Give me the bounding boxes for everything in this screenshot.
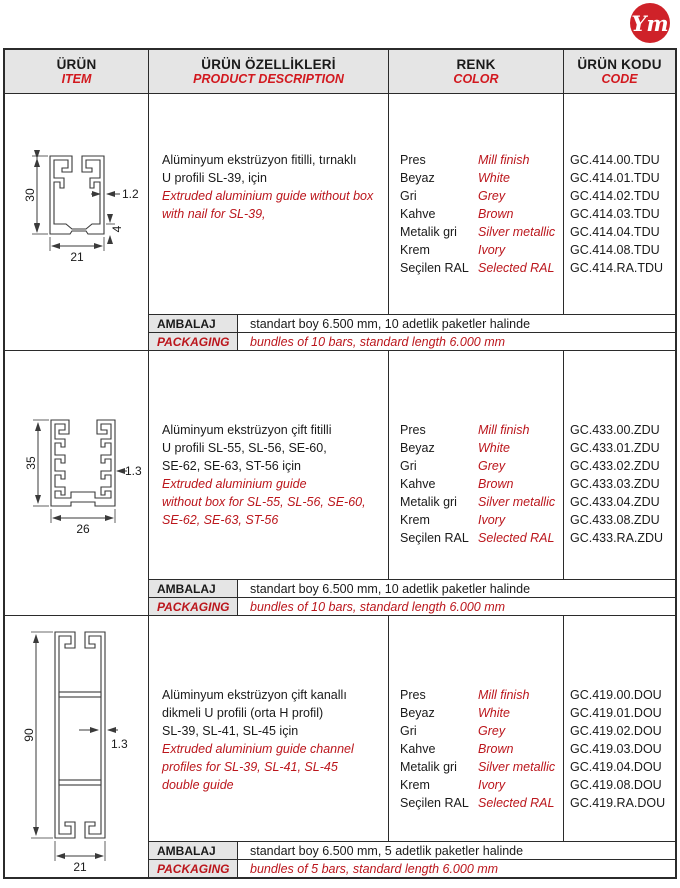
packaging-row-tr: [149, 579, 675, 597]
profile-divider-upper: [59, 692, 101, 697]
description-line-en: profiles for SL-39, SL-41, SL-45: [162, 760, 338, 774]
color-options-cell: [389, 351, 564, 579]
description-line-en: Extruded aluminium guide channel: [162, 742, 354, 756]
color-name-tr: Beyaz: [400, 706, 435, 720]
color-name-en: White: [478, 706, 510, 720]
color-name-en: Silver metallic: [478, 225, 556, 239]
product-description-cell: [149, 351, 389, 579]
color-name-tr: Pres: [400, 153, 426, 167]
product-code: GC.419.01.DOU: [570, 706, 662, 720]
color-name-tr: Kahve: [400, 742, 436, 756]
product-code: GC.433.03.ZDU: [570, 477, 660, 491]
product-codes-cell: [564, 616, 675, 841]
color-name-tr: Gri: [400, 724, 417, 738]
header-item-tr: ÜRÜN: [56, 57, 97, 72]
color-options-cell: [389, 616, 564, 841]
description-line-en: with nail for SL-39,: [162, 207, 266, 221]
profile-outline: [50, 156, 104, 234]
packaging-row-en: [149, 332, 675, 350]
profile-drawing-cell: [5, 351, 149, 615]
color-name-en: Mill finish: [478, 423, 530, 437]
color-name-en: Ivory: [478, 513, 506, 527]
description-line-en: Extruded aluminium guide without box: [162, 189, 374, 203]
header-code-tr: ÜRÜN KODU: [577, 57, 662, 72]
product-code: GC.414.04.TDU: [570, 225, 660, 239]
color-name-tr: Seçilen RAL: [400, 531, 469, 545]
packaging-label-en: PACKAGING: [149, 860, 238, 877]
product-code: GC.414.02.TDU: [570, 189, 660, 203]
color-row: [400, 529, 563, 547]
profile-drawing-u30: [5, 94, 149, 349]
color-name-tr: Metalik gri: [400, 760, 457, 774]
color-row: [400, 493, 563, 511]
color-name-en: Brown: [478, 207, 514, 221]
packaging-text-en: bundles of 5 bars, standard length 6.000 mm: [250, 861, 499, 876]
dimension-label-height: 30: [23, 188, 37, 202]
color-name-en: Grey: [478, 189, 506, 203]
packaging-label-en: PACKAGING: [149, 598, 238, 615]
color-row: [400, 475, 563, 493]
color-options-cell: [389, 94, 564, 314]
product-code: GC.433.08.ZDU: [570, 513, 660, 527]
header-code: [564, 50, 675, 93]
color-name-tr: Krem: [400, 778, 430, 792]
product-code: GC.419.RA.DOU: [570, 796, 666, 810]
header-color-tr: RENK: [456, 57, 496, 72]
description-line: SE-62, SE-63, ST-56 için: [162, 459, 301, 473]
color-name-tr: Seçilen RAL: [400, 796, 469, 810]
dimension-label-thickness: 1.2: [122, 187, 139, 201]
product-description-cell: [149, 616, 389, 841]
packaging-label-tr: AMBALAJ: [149, 315, 238, 332]
color-name-en: Grey: [478, 459, 506, 473]
color-name-en: Silver metallic: [478, 495, 556, 509]
packaging-text-en: bundles of 10 bars, standard length 6.000 mm: [250, 334, 506, 349]
table-header: [5, 50, 675, 94]
color-name-tr: Metalik gri: [400, 225, 457, 239]
color-name-en: Ivory: [478, 243, 506, 257]
header-color-en: COLOR: [453, 72, 499, 86]
description-line-en: SE-62, SE-63, ST-56: [162, 513, 279, 527]
dimension-label-thickness: 1.3: [125, 464, 142, 478]
product-row: [5, 94, 675, 351]
color-row: [400, 776, 563, 794]
description-line: Alüminyum ekstrüzyon çift fitilli: [162, 423, 332, 437]
color-name-tr: Kahve: [400, 477, 436, 491]
header-item-en: ITEM: [61, 72, 92, 86]
product-code: GC.414.08.TDU: [570, 243, 660, 257]
color-row: [400, 205, 563, 223]
product-row: [5, 616, 675, 877]
color-row: [400, 686, 563, 704]
product-code: GC.419.00.DOU: [570, 688, 662, 702]
header-color: [389, 50, 564, 93]
profile-drawing-u35: [5, 351, 149, 614]
product-code: GC.414.03.TDU: [570, 207, 660, 221]
product-code: GC.433.04.ZDU: [570, 495, 660, 509]
color-row: [400, 722, 563, 740]
product-code: GC.419.04.DOU: [570, 760, 662, 774]
color-name-en: Brown: [478, 742, 514, 756]
color-name-en: Mill finish: [478, 688, 530, 702]
dimension-label-width: 21: [70, 250, 84, 264]
color-name-en: Selected RAL: [478, 796, 555, 810]
color-name-en: Selected RAL: [478, 261, 555, 275]
color-name-tr: Beyaz: [400, 171, 435, 185]
description-line: Alüminyum ekstrüzyon fitilli, tırnaklı: [162, 153, 357, 167]
color-name-en: Ivory: [478, 778, 506, 792]
color-name-tr: Gri: [400, 459, 417, 473]
description-line: SL-39, SL-41, SL-45 için: [162, 724, 299, 738]
color-name-tr: Pres: [400, 423, 426, 437]
color-name-tr: Metalik gri: [400, 495, 457, 509]
color-name-tr: Pres: [400, 688, 426, 702]
product-row: [5, 351, 675, 616]
packaging-row-tr: [149, 314, 675, 332]
color-row: [400, 794, 563, 812]
dimension-label-base: 4: [110, 225, 124, 233]
profile-drawing-h90: [5, 616, 149, 875]
color-name-en: White: [478, 171, 510, 185]
dimension-label-height: 35: [24, 456, 38, 470]
packaging-row-en: [149, 597, 675, 615]
color-name-tr: Seçilen RAL: [400, 261, 469, 275]
product-code: GC.414.00.TDU: [570, 153, 660, 167]
color-row: [400, 511, 563, 529]
profile-outline-right: [85, 632, 105, 838]
packaging-text-tr: standart boy 6.500 mm, 10 adetlik paketler halinde: [250, 316, 531, 331]
packaging-text-tr: standart boy 6.500 mm, 10 adetlik paketler halinde: [250, 581, 531, 596]
product-table: [3, 48, 677, 879]
product-code: GC.414.01.TDU: [570, 171, 660, 185]
color-row: [400, 740, 563, 758]
dimension-label-width: 26: [76, 522, 90, 536]
profile-outline-left: [55, 632, 75, 838]
product-code: GC.433.RA.ZDU: [570, 531, 664, 545]
color-row: [400, 421, 563, 439]
product-code: GC.419.03.DOU: [570, 742, 662, 756]
product-code: GC.433.00.ZDU: [570, 423, 660, 437]
product-code: GC.419.08.DOU: [570, 778, 662, 792]
color-row: [400, 259, 563, 277]
product-code: GC.433.01.ZDU: [570, 441, 660, 455]
packaging-label-tr: AMBALAJ: [149, 580, 238, 597]
color-name-tr: Gri: [400, 189, 417, 203]
profile-drawing-cell: [5, 94, 149, 350]
product-code: GC.419.02.DOU: [570, 724, 662, 738]
color-row: [400, 241, 563, 259]
profile-divider-lower: [59, 780, 101, 785]
color-row: [400, 187, 563, 205]
brand-logo: [630, 3, 670, 43]
product-codes-cell: [564, 351, 675, 579]
packaging-label-en: PACKAGING: [149, 333, 238, 350]
color-name-en: Selected RAL: [478, 531, 555, 545]
product-code: GC.414.RA.TDU: [570, 261, 664, 275]
packaging-text-tr: standart boy 6.500 mm, 5 adetlik paketler halinde: [250, 843, 524, 858]
description-line-en: without box for SL-55, SL-56, SE-60,: [162, 495, 366, 509]
color-row: [400, 758, 563, 776]
color-name-tr: Krem: [400, 513, 430, 527]
product-code: GC.433.02.ZDU: [570, 459, 660, 473]
color-name-en: Brown: [478, 477, 514, 491]
description-line: U profili SL-55, SL-56, SE-60,: [162, 441, 327, 455]
color-row: [400, 151, 563, 169]
description-line: Alüminyum ekstrüzyon çift kanallı: [162, 688, 347, 702]
header-description-tr: ÜRÜN ÖZELLİKLERİ: [201, 57, 336, 72]
color-name-tr: Kahve: [400, 207, 436, 221]
packaging-row-tr: [149, 841, 675, 859]
dimension-label-height: 90: [22, 728, 36, 742]
color-row: [400, 223, 563, 241]
product-description-cell: [149, 94, 389, 314]
description-line: U profili SL-39, için: [162, 171, 267, 185]
description-line-en: Extruded aluminium guide: [162, 477, 307, 491]
header-code-en: CODE: [601, 72, 638, 86]
dimension-label-thickness: 1.3: [111, 737, 128, 751]
color-name-en: White: [478, 441, 510, 455]
packaging-row-en: [149, 859, 675, 877]
brand-logo-text: Ym: [631, 10, 669, 36]
description-line: dikmeli U profili (orta H profil): [162, 706, 324, 720]
color-row: [400, 169, 563, 187]
dimension-label-width: 21: [73, 860, 87, 874]
header-description-en: PRODUCT DESCRIPTION: [193, 72, 344, 86]
header-item: [5, 50, 149, 93]
packaging-label-tr: AMBALAJ: [149, 842, 238, 859]
color-row: [400, 457, 563, 475]
color-name-en: Mill finish: [478, 153, 530, 167]
color-row: [400, 704, 563, 722]
profile-drawing-cell: [5, 616, 149, 877]
product-codes-cell: [564, 94, 675, 314]
color-name-en: Silver metallic: [478, 760, 556, 774]
color-row: [400, 439, 563, 457]
profile-outline: [51, 420, 115, 506]
color-name-en: Grey: [478, 724, 506, 738]
packaging-text-en: bundles of 10 bars, standard length 6.000 mm: [250, 599, 506, 614]
color-name-tr: Krem: [400, 243, 430, 257]
description-line-en: double guide: [162, 778, 234, 792]
header-description: [149, 50, 389, 93]
color-name-tr: Beyaz: [400, 441, 435, 455]
